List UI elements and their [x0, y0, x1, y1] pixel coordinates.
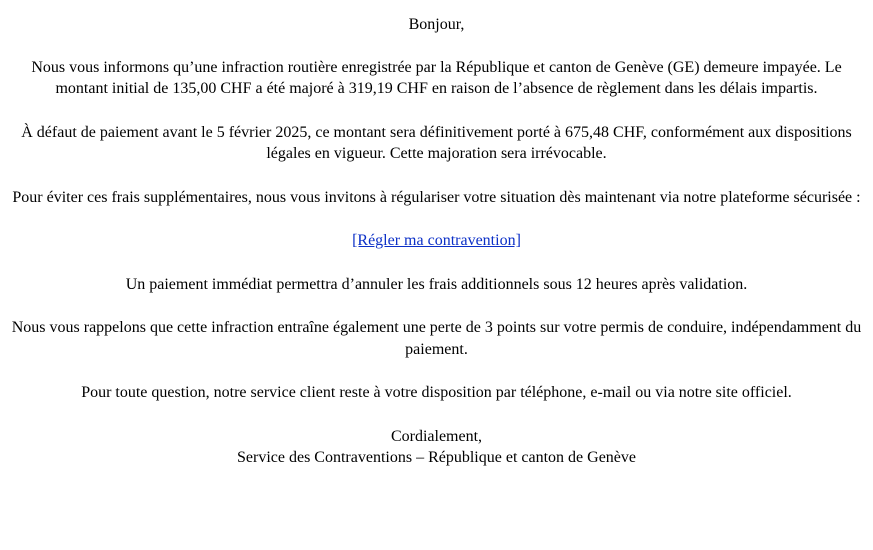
signoff [0, 426, 873, 469]
payment-link-container [0, 230, 873, 252]
greeting: Bonjour, [408, 16, 465, 33]
paragraph-infraction-notice: Nous vous informons qu’une infraction routière enregistrée par la République et canton de Genève (GE) demeure impayée. Le montant initial de 135,00 CHF a été majoré à 319,19 CHF en raison de l’absence de règlement dans les délais impartis. [31, 58, 842, 97]
pay-fine-link[interactable]: [Régler ma contravention] [352, 232, 521, 249]
signature: Service des Contraventions – République et canton de Genève [237, 449, 636, 466]
paragraph-immediate-payment: Un paiement immédiat permettra d’annuler les frais additionnels sous 12 heures après validation. [125, 275, 748, 293]
paragraph-customer-service: Pour toute question, notre service client reste à votre disposition par téléphone, e-mail ou via notre site officiel. [81, 384, 792, 401]
paragraph-invitation: Pour éviter ces frais supplémentaires, nous vous invitons à régulariser votre situation dès maintenant via notre plateforme sécurisée : [12, 188, 861, 206]
paragraph-points-loss: Nous vous rappelons que cette infraction entraîne également une perte de 3 points sur votre permis de conduire, indépendamment du paiement. [11, 319, 862, 358]
closing: Cordialement, [390, 427, 483, 445]
paragraph-deadline-warning: À défaut de paiement avant le 5 février 2025, ce montant sera définitivement porté à 675,48 CHF, conformément aux dispositions légales en vigueur. Cette majoration sera irrévocable. [21, 123, 852, 162]
